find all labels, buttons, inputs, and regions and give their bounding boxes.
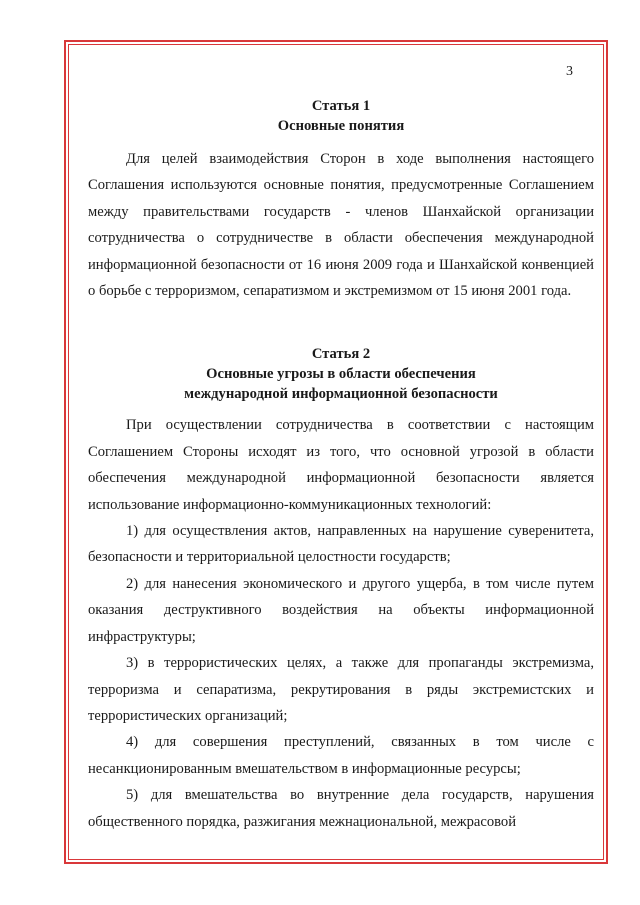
article2-intro: При осуществлении сотрудничества в соответствии с настоящим Соглашением Стороны исходят из того, что основной угрозой в области обеспечения международной информационной безопасности является использование информационно-коммуникационных технологий: bbox=[88, 417, 594, 513]
document-body bbox=[88, 96, 594, 835]
article2-subtitle-line1: Основные угрозы в области обеспечения bbox=[206, 366, 476, 383]
article2-item-2: 2) для нанесения экономического и другого ущерба, в том числе путем оказания деструктивного воздействия на объекты информационной инфраструктуры; bbox=[88, 575, 594, 645]
article1-subtitle: Основные понятия bbox=[277, 118, 405, 134]
article1-title: Статья 1 bbox=[311, 98, 371, 114]
article2-item-3: 3) в террористических целях, а также для пропаганды экстремизма, терроризма и сепаратизма, рекрутирования в ряды экстремистских и террористических организаций; bbox=[88, 655, 594, 724]
page-number: 3 bbox=[566, 64, 573, 79]
article2-item-4: 4) для совершения преступлений, связанных в том числе с несанкционированным вмешательством в информационные ресурсы; bbox=[88, 734, 594, 777]
article2-title: Статья 2 bbox=[311, 346, 371, 363]
article2-item-1: 1) для осуществления актов, направленных на нарушение суверенитета, безопасности и территориальной целостности государств; bbox=[88, 523, 594, 566]
article1-paragraph: Для целей взаимодействия Сторон в ходе выполнения настоящего Соглашения используются основные понятия, предусмотренные Соглашением между правительствами государств - членов Шанхайской организации сотрудничества о сотрудничестве в области обеспечения международной информационной безопасности от 16 июня 2009 года и Шанхайской конвенцией о борьбе с терроризмом, сепаратизмом и экстремизмом от 15 июня 2001 года. bbox=[88, 151, 594, 300]
article2-subtitle-line2: международной информационной безопасности bbox=[184, 386, 498, 403]
article2-item-5: 5) для вмешательства во внутренние дела государств, нарушения общественного порядка, разжигания межнациональной, межрасовой bbox=[88, 787, 594, 830]
